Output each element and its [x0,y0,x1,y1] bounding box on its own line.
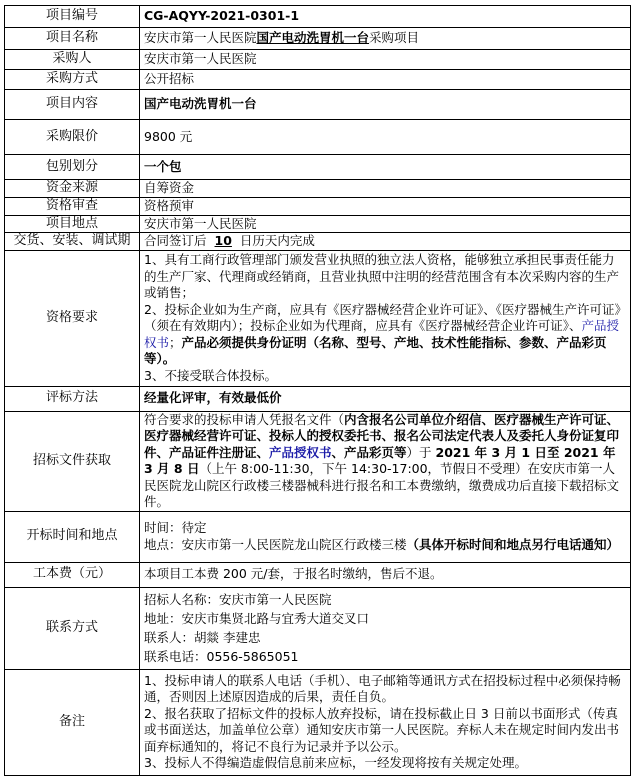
lots-value: 一个包 [140,155,631,180]
bid-docs-t3: 、产品彩页等 [331,444,407,460]
bid-docs-value [140,411,631,511]
bid-docs-authorization-link[interactable]: 产品授权书 [269,444,332,460]
bid-docs-t2: 内含报名公司单位介绍信、医疗器械生产许可证、医疗器械经营许可证、投标人的授权委托书、报名公司法定代表人及委托人身份证复印件、产品证件注册证、 [144,411,620,460]
delivery-days: 10 [214,233,232,248]
contact-address: 地址：安庆市集贤北路与宜秀大道交叉口 [144,611,370,626]
qualification-item-2-bold: 产品必须提供身份证明（名称、型号、产地、技术性能指标、参数、产品彩页等）。 [144,334,607,366]
contact-phone: 联系电话：0556-5865051 [144,649,299,664]
row-project-no [5,6,631,28]
note-item-1: 1、投标申请人的联系人电话（手机）、电子邮箱等通讯方式在招投标过程中必须保持畅通，否则因上述原因造成的后果，责任自负。 [144,672,621,704]
note-item-2: 2、报名获取了招标文件的投标人放弃投标，请在投标截止日 3 日前以书面形式（传真或书面送达，加盖单位公章）通知安庆市第一人民医院。弃标人未在规定时间内发出书面弃标通知的，将记不良行为记录并予以公示。 [144,705,620,754]
row-bid-docs [5,411,631,511]
delivery-value [140,233,631,251]
bid-docs-t4: ）于 [406,444,436,460]
contact-label: 联系方式 [5,587,140,669]
delivery-label: 交货、安装、调试期 [5,233,140,251]
note-item-3: 3、投标人不得编造虚假信息前来应标，一经发现将按有关规定处理。 [144,755,527,770]
method-label: 采购方式 [5,70,140,90]
row-opening [5,511,631,562]
project-name-prefix: 安庆市第一人民医院 [144,30,257,46]
opening-place [144,537,626,554]
row-qualification [5,250,631,386]
row-project-name [5,28,631,50]
lots-label: 包别划分 [5,155,140,180]
location-label: 项目地点 [5,215,140,233]
evaluation-value: 经量化评审，有效最低价 [140,386,631,411]
delivery-suffix: 日历天内完成 [239,233,315,248]
row-funds [5,180,631,198]
qualification-item-2 [144,302,626,368]
project-name-label: 项目名称 [5,28,140,50]
review-label: 资格审查 [5,198,140,216]
row-location [5,215,631,233]
opening-place-note: （具体开标时间和地点另行电话通知） [406,536,620,552]
purchaser-label: 采购人 [5,50,140,70]
row-delivery [5,233,631,251]
contact-value [140,587,631,669]
project-no-value: CG-AQYY-2021-0301-1 [140,6,631,28]
content-value: 国产电动洗胃机一台 [140,90,631,120]
row-method [5,70,631,90]
notes-label: 备注 [5,669,140,775]
row-lots [5,155,631,180]
opening-value [140,511,631,562]
qualification-item-2-text: 2、投标企业如为生产商，应具有《医疗器械经营企业许可证》、《医疗器械生产许可证》（须在有效期内）；投标企业如为代理商，应具有《医疗器械经营企业许可证》、 [144,301,621,333]
bid-docs-date: 2021 年 3 月 1 日至 2021 年 3 月 8 日 [144,444,616,476]
procurement-table [4,5,631,776]
row-content [5,90,631,120]
row-review [5,198,631,216]
project-name-highlight: 国产电动洗胃机一台 [256,30,370,46]
evaluation-label: 评标方法 [5,386,140,411]
review-value: 资格预审 [140,198,631,216]
project-no-label: 项目编号 [5,6,140,28]
content-label: 项目内容 [5,90,140,120]
method-value: 公开招标 [140,70,631,90]
funds-label: 资金来源 [5,180,140,198]
row-notes [5,669,631,775]
qualification-item-3: 3、不接受联合体投标。 [144,367,277,383]
qualification-item-2-sep: ； [169,334,182,350]
project-name-value [140,28,631,50]
row-contact [5,587,631,669]
qualification-label: 资格要求 [5,250,140,386]
project-name-suffix: 采购项目 [369,30,420,46]
qualification-item-1: 1、具有工商行政管理部门颁发营业执照的独立法人资格，能够独立承担民事责任能力的生产厂家、代理商或经销商，且营业执照中注明的经营范围含有本次采购内容的生产或销售； [144,252,620,300]
bid-docs-t1: 符合要求的投标申请人凭报名文件（ [144,411,345,427]
bid-docs-t5: （上午 8:00-11:30，下午 14:30-17:00，节假日不受理）在安庆市第一人民医院龙山院区行政楼三楼器械科进行报名和工本费缴纳，缴费成功后直接下载招标文件。 [144,461,620,509]
opening-time: 时间：待定 [144,520,207,535]
location-value: 安庆市第一人民医院 [140,215,631,233]
qualification-value [140,250,631,386]
row-evaluation [5,386,631,411]
purchaser-value: 安庆市第一人民医院 [140,50,631,70]
delivery-prefix: 合同签订后 [144,233,207,248]
row-purchaser [5,50,631,70]
fee-value: 本项目工本费 200 元/套，于报名时缴纳，售后不退。 [140,562,631,587]
funds-value: 自筹资金 [140,180,631,198]
opening-label: 开标时间和地点 [5,511,140,562]
contact-persons: 联系人：胡燚 李建忠 [144,630,261,645]
bid-docs-label: 招标文件获取 [5,411,140,511]
row-fee [5,562,631,587]
fee-label: 工本费（元） [5,562,140,587]
limit-value: 9800 元 [140,120,631,155]
opening-place-text: 地点：安庆市第一人民医院龙山院区行政楼三楼 [144,536,407,552]
row-limit [5,120,631,155]
contact-name: 招标人名称：安庆市第一人民医院 [144,592,332,607]
authorization-link[interactable]: 产品授权书 [144,318,620,350]
limit-label: 采购限价 [5,120,140,155]
notes-value [140,669,631,775]
